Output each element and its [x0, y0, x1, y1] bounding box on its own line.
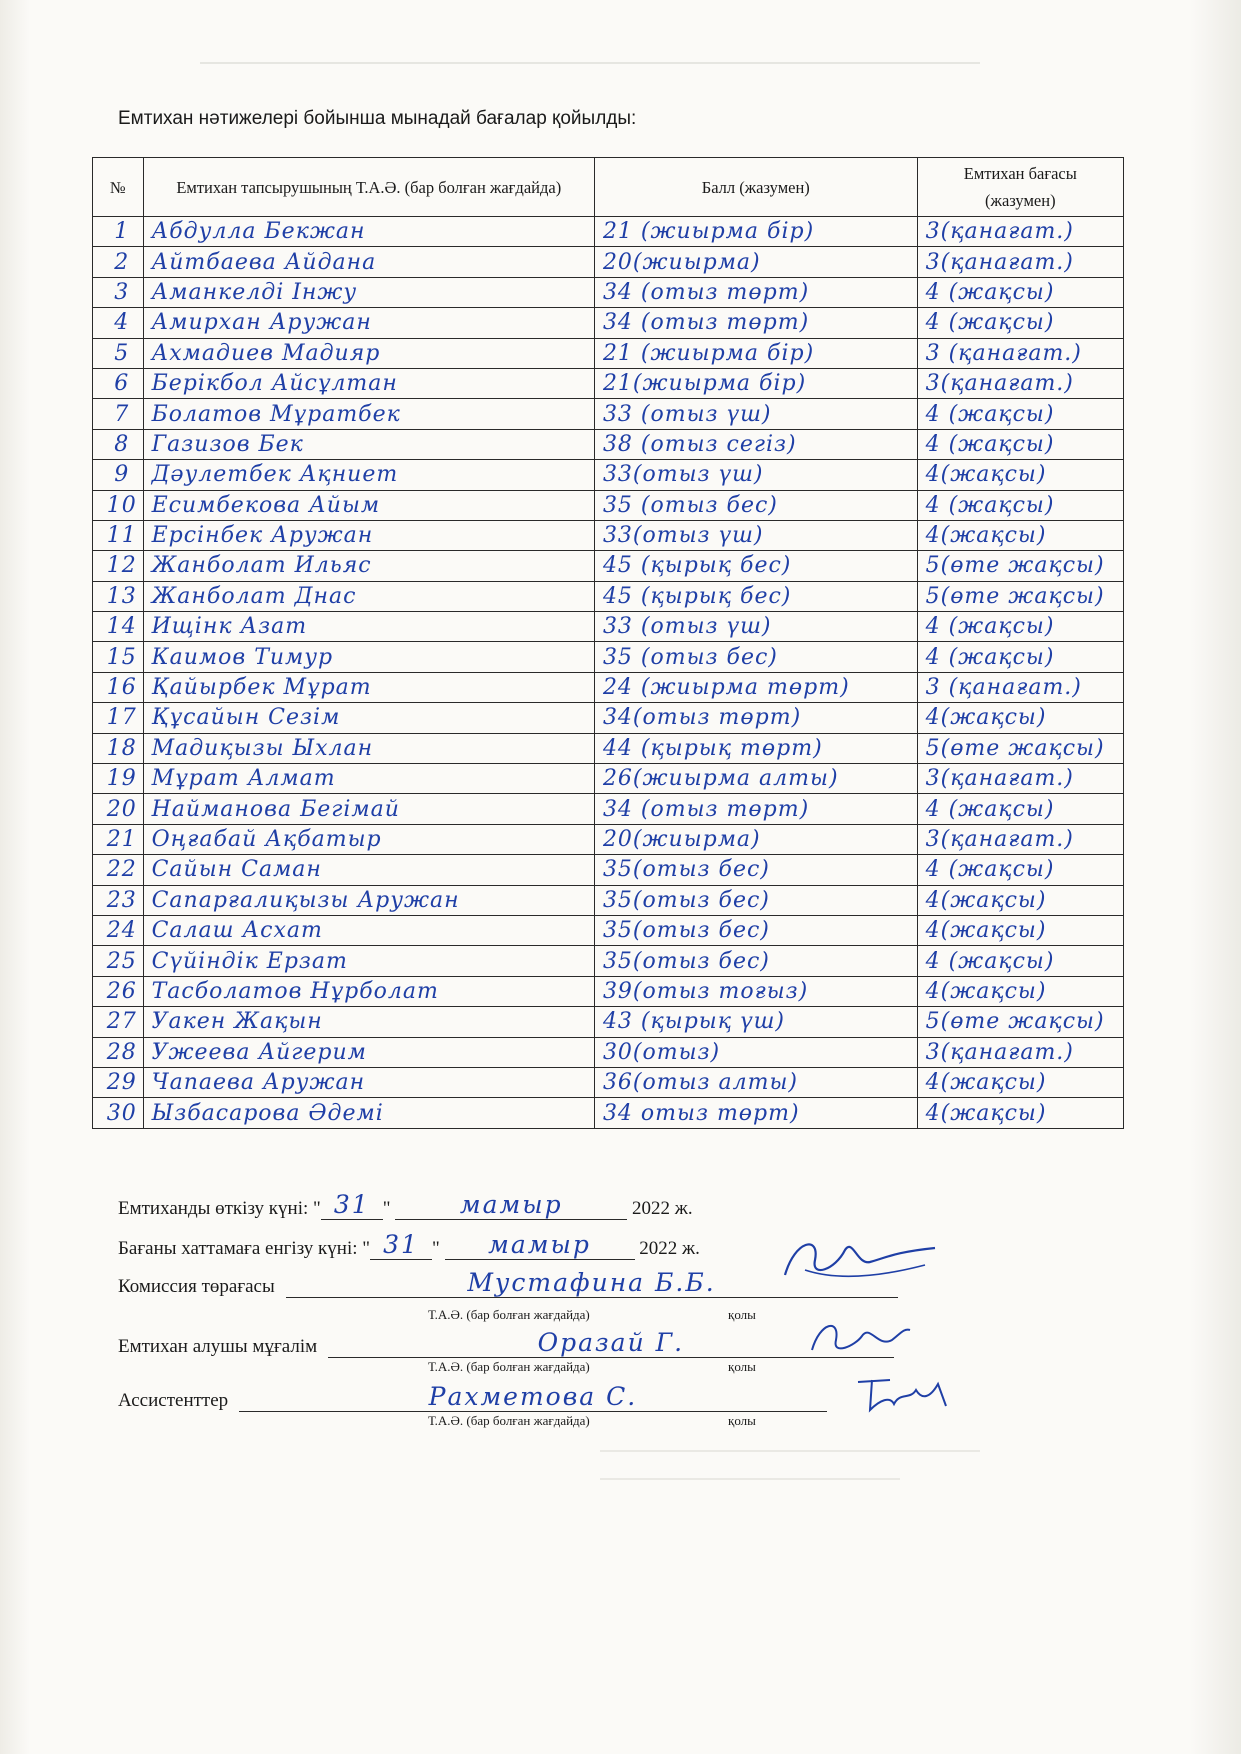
exam-date-day: 31 [321, 1190, 383, 1220]
table-row [93, 1098, 1124, 1128]
entry-date-line: Бағаны хаттамаға енгізу күні: " 31 " мамыр 2022 ж. [118, 1230, 700, 1259]
entry-date-label: Бағаны хаттамаға енгізу күні: [118, 1238, 358, 1259]
table-row [93, 247, 1124, 277]
table-row [93, 855, 1124, 885]
student-grade: 4 (жақсы) [917, 399, 1123, 429]
student-grade: 3(қанағат.) [917, 824, 1123, 854]
header-student-name: Емтихан тапсырушының Т.А.Ә. (бар болған жағдайда) [143, 158, 594, 217]
student-score: 39(отыз тоғыз) [594, 976, 917, 1006]
teacher-label: Емтихан алушы мұғалім [118, 1336, 318, 1357]
student-grade: 4 (жақсы) [917, 642, 1123, 672]
table-row [93, 277, 1124, 307]
assistants-line [118, 1382, 827, 1412]
row-number: 24 [93, 915, 144, 945]
student-score: 34 (отыз төрт) [594, 308, 917, 338]
table-row [93, 429, 1124, 459]
student-score: 45 (қырық бес) [594, 551, 917, 581]
student-grade: 4 (жақсы) [917, 308, 1123, 338]
student-grade: 3(қанағат.) [917, 368, 1123, 398]
table-header-row [93, 158, 1124, 217]
student-score: 34 отыз төрт) [594, 1098, 917, 1128]
student-grade: 3(қанағат.) [917, 217, 1123, 247]
student-score: 35(отыз бес) [594, 885, 917, 915]
chair-signature [775, 1230, 945, 1300]
row-number: 23 [93, 885, 144, 915]
table-row [93, 520, 1124, 550]
table-row [93, 976, 1124, 1006]
student-grade: 4 (жақсы) [917, 490, 1123, 520]
table-row [93, 551, 1124, 581]
student-name: Сүйіндік Ерзат [143, 946, 594, 976]
student-name: Берікбол Айсұлтан [143, 368, 594, 398]
student-score: 36(отыз алты) [594, 1067, 917, 1097]
row-number: 18 [93, 733, 144, 763]
student-name: Газизов Бек [143, 429, 594, 459]
teacher-line [118, 1328, 894, 1358]
table-row [93, 733, 1124, 763]
assistants-signature [850, 1370, 960, 1420]
exam-date-line: Емтиханды өткізу күні: " 31 " мамыр 2022 ж. [118, 1190, 693, 1219]
student-score: 35(отыз бес) [594, 855, 917, 885]
student-name: Мадиқызы Ыхлан [143, 733, 594, 763]
student-grade: 3(қанағат.) [917, 247, 1123, 277]
student-name: Мұрат Алмат [143, 764, 594, 794]
student-grade: 5(өте жақсы) [917, 581, 1123, 611]
student-grade: 4(жақсы) [917, 703, 1123, 733]
student-name: Каимов Тимур [143, 642, 594, 672]
student-grade: 4 (жақсы) [917, 794, 1123, 824]
student-name: Найманова Бегімай [143, 794, 594, 824]
student-grade: 4(жақсы) [917, 915, 1123, 945]
student-grade: 3 (қанағат.) [917, 672, 1123, 702]
student-grade: 4(жақсы) [917, 885, 1123, 915]
row-number: 8 [93, 429, 144, 459]
row-number: 16 [93, 672, 144, 702]
row-number: 12 [93, 551, 144, 581]
student-grade: 4(жақсы) [917, 1098, 1123, 1128]
student-name: Сайын Саман [143, 855, 594, 885]
student-score: 35 (отыз бес) [594, 642, 917, 672]
student-score: 21(жиырма бір) [594, 368, 917, 398]
assistants-name-caption: Т.А.Ә. (бар болған жағдайда) [428, 1413, 590, 1428]
table-row [93, 612, 1124, 642]
student-grade: 4 (жақсы) [917, 612, 1123, 642]
student-score: 33 (отыз үш) [594, 612, 917, 642]
student-grade: 4(жақсы) [917, 976, 1123, 1006]
exam-date-label: Емтиханды өткізу күні: [118, 1198, 309, 1219]
row-number: 30 [93, 1098, 144, 1128]
student-score: 44 (қырық төрт) [594, 733, 917, 763]
assistants-label: Ассистенттер [118, 1390, 229, 1411]
student-name: Ищінк Азат [143, 612, 594, 642]
student-score: 34 (отыз төрт) [594, 794, 917, 824]
exam-date-year: 2022 ж. [632, 1198, 693, 1219]
student-score: 35(отыз бес) [594, 946, 917, 976]
student-score: 21 (жиырма бір) [594, 217, 917, 247]
row-number: 21 [93, 824, 144, 854]
table-row [93, 368, 1124, 398]
header-grade: Емтихан бағасы (жазумен) [917, 158, 1123, 217]
student-name: Қайырбек Мұрат [143, 672, 594, 702]
student-grade: 4(жақсы) [917, 460, 1123, 490]
row-number: 17 [93, 703, 144, 733]
row-number: 5 [93, 338, 144, 368]
header-number: № [93, 158, 144, 217]
student-score: 33(отыз үш) [594, 520, 917, 550]
row-number: 26 [93, 976, 144, 1006]
student-name: Амирхан Аружан [143, 308, 594, 338]
student-name: Салаш Асхат [143, 915, 594, 945]
row-number: 25 [93, 946, 144, 976]
student-score: 21 (жиырма бір) [594, 338, 917, 368]
row-number: 2 [93, 247, 144, 277]
student-name: Чапаева Аружан [143, 1067, 594, 1097]
student-score: 43 (қырық үш) [594, 1007, 917, 1037]
assistants-name: Рахметова С. [239, 1382, 827, 1412]
student-name: Тасболатов Нұрболат [143, 976, 594, 1006]
student-name: Абдулла Бекжан [143, 217, 594, 247]
student-score: 30(отыз) [594, 1037, 917, 1067]
student-name: Айтбаева Айдана [143, 247, 594, 277]
student-score: 45 (қырық бес) [594, 581, 917, 611]
row-number: 9 [93, 460, 144, 490]
student-name: Ызбасарова Әдемі [143, 1098, 594, 1128]
row-number: 13 [93, 581, 144, 611]
table-row [93, 1037, 1124, 1067]
row-number: 1 [93, 217, 144, 247]
reverse-side-bleed [600, 1450, 980, 1464]
student-name: Сапарғалиқызы Аружан [143, 885, 594, 915]
chair-name-caption: Т.А.Ә. (бар болған жағдайда) [428, 1307, 590, 1322]
student-grade: 3(қанағат.) [917, 764, 1123, 794]
student-grade: 3 (қанағат.) [917, 338, 1123, 368]
row-number: 14 [93, 612, 144, 642]
header-score: Балл (жазумен) [594, 158, 917, 217]
row-number: 22 [93, 855, 144, 885]
student-name: Уакен Жақын [143, 1007, 594, 1037]
student-score: 20(жиырма) [594, 824, 917, 854]
table-row [93, 399, 1124, 429]
student-score: 26(жиырма алты) [594, 764, 917, 794]
row-number: 19 [93, 764, 144, 794]
teacher-name-caption: Т.А.Ә. (бар болған жағдайда) [428, 1359, 590, 1374]
student-score: 24 (жиырма төрт) [594, 672, 917, 702]
teacher-signature [800, 1310, 920, 1370]
table-row [93, 338, 1124, 368]
table-row [93, 1067, 1124, 1097]
row-number: 3 [93, 277, 144, 307]
student-name: Есимбекова Айым [143, 490, 594, 520]
student-grade: 4 (жақсы) [917, 946, 1123, 976]
student-score: 34 (отыз төрт) [594, 277, 917, 307]
table-row [93, 703, 1124, 733]
entry-date-day: 31 [370, 1230, 432, 1260]
grades-table [92, 157, 1124, 1129]
grades-table-body [93, 217, 1124, 1129]
table-row [93, 885, 1124, 915]
table-row [93, 490, 1124, 520]
student-name: Аманкелді Інжу [143, 277, 594, 307]
table-row [93, 946, 1124, 976]
student-grade: 3(қанағат.) [917, 1037, 1123, 1067]
row-number: 15 [93, 642, 144, 672]
student-name: Құсайын Сезім [143, 703, 594, 733]
row-number: 7 [93, 399, 144, 429]
row-number: 20 [93, 794, 144, 824]
table-row [93, 824, 1124, 854]
student-grade: 4 (жақсы) [917, 855, 1123, 885]
student-name: Ужеева Айгерим [143, 1037, 594, 1067]
entry-date-month: мамыр [445, 1230, 635, 1260]
page-heading: Емтихан нәтижелері бойынша мынадай бағалар қойылды: [118, 108, 637, 129]
student-name: Ахмадиев Мадияр [143, 338, 594, 368]
table-row [93, 217, 1124, 247]
table-row [93, 642, 1124, 672]
teacher-name: Оразай Г. [328, 1328, 894, 1358]
table-row [93, 915, 1124, 945]
row-number: 27 [93, 1007, 144, 1037]
table-row [93, 764, 1124, 794]
exam-date-month: мамыр [395, 1190, 627, 1220]
table-row [93, 794, 1124, 824]
row-number: 28 [93, 1037, 144, 1067]
student-name: Болатов Мұратбек [143, 399, 594, 429]
student-grade: 4(жақсы) [917, 520, 1123, 550]
student-grade: 4(жақсы) [917, 1067, 1123, 1097]
table-row [93, 672, 1124, 702]
student-grade: 4 (жақсы) [917, 429, 1123, 459]
assistants-sign-caption: қолы [728, 1413, 756, 1428]
teacher-sign-caption: қолы [728, 1359, 756, 1374]
reverse-side-bleed [200, 62, 980, 76]
table-row [93, 308, 1124, 338]
student-score: 35(отыз бес) [594, 915, 917, 945]
row-number: 29 [93, 1067, 144, 1097]
student-name: Жанболат Днас [143, 581, 594, 611]
student-score: 33(отыз үш) [594, 460, 917, 490]
reverse-side-bleed [600, 1478, 900, 1492]
table-row [93, 581, 1124, 611]
chair-sign-caption: қолы [728, 1307, 756, 1322]
student-grade: 5(өте жақсы) [917, 1007, 1123, 1037]
student-name: Оңғабай Ақбатыр [143, 824, 594, 854]
chair-label: Комиссия төрағасы [118, 1276, 275, 1297]
table-row [93, 460, 1124, 490]
table-row [93, 1007, 1124, 1037]
row-number: 6 [93, 368, 144, 398]
student-grade: 4 (жақсы) [917, 277, 1123, 307]
student-score: 35 (отыз бес) [594, 490, 917, 520]
student-name: Дәулетбек Ақниет [143, 460, 594, 490]
entry-date-year: 2022 ж. [639, 1238, 700, 1259]
chair-name: Мустафина Б.Б. [286, 1268, 898, 1298]
student-name: Жанболат Ильяс [143, 551, 594, 581]
student-score: 33 (отыз үш) [594, 399, 917, 429]
student-score: 38 (отыз сегіз) [594, 429, 917, 459]
student-name: Ерсінбек Аружан [143, 520, 594, 550]
student-grade: 5(өте жақсы) [917, 733, 1123, 763]
row-number: 10 [93, 490, 144, 520]
student-grade: 5(өте жақсы) [917, 551, 1123, 581]
row-number: 11 [93, 520, 144, 550]
row-number: 4 [93, 308, 144, 338]
student-score: 34(отыз төрт) [594, 703, 917, 733]
student-score: 20(жиырма) [594, 247, 917, 277]
